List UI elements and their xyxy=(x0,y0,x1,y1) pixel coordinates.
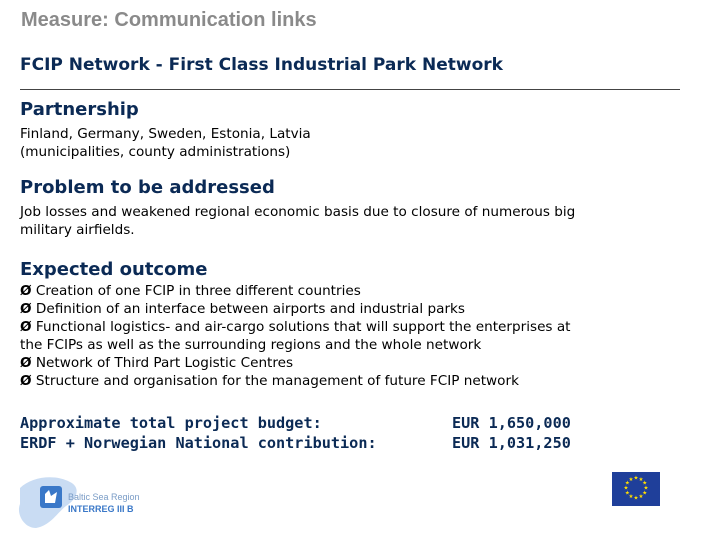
outcome-bullet-continuation: the FCIPs as well as the surrounding regions and the whole network xyxy=(20,337,482,353)
svg-text:★: ★ xyxy=(633,495,639,502)
partnership-heading: Partnership xyxy=(20,99,139,120)
svg-text:★: ★ xyxy=(628,494,634,501)
svg-text:★: ★ xyxy=(624,480,630,487)
outcome-bullet-text: Network of Third Part Logistic Centres xyxy=(35,355,294,371)
outcome-bullet-text: Creation of one FCIP in three different countries xyxy=(35,283,361,299)
outcome-bullet xyxy=(20,372,690,390)
budget-value: EUR 1,031,250 xyxy=(452,434,571,452)
svg-text:★: ★ xyxy=(642,490,648,497)
logo-programme-name: Baltic Sea Region xyxy=(68,492,140,502)
svg-text:★: ★ xyxy=(624,490,630,497)
outcome-bullet xyxy=(20,354,690,372)
bullet-arrow-icon: Ø xyxy=(20,373,32,389)
svg-text:★: ★ xyxy=(638,494,644,501)
svg-text:★: ★ xyxy=(623,485,629,492)
bullet-arrow-icon: Ø xyxy=(20,283,32,299)
svg-text:★: ★ xyxy=(628,476,634,483)
svg-text:★: ★ xyxy=(633,475,639,482)
outcome-heading: Expected outcome xyxy=(20,259,208,280)
budget-label: Approximate total project budget: xyxy=(20,414,322,432)
svg-text:★: ★ xyxy=(643,485,649,492)
eu-stars xyxy=(612,472,660,506)
outcome-bullet-text: Functional logistics- and air-cargo solutions that will support the enterprises at xyxy=(35,319,571,335)
eu-flag-icon xyxy=(612,472,660,506)
bullet-arrow-icon: Ø xyxy=(20,319,32,335)
budget-table xyxy=(20,414,571,454)
outcome-bullet xyxy=(20,318,690,336)
problem-heading: Problem to be addressed xyxy=(20,177,275,198)
budget-row xyxy=(20,434,571,454)
partnership-line: Finland, Germany, Sweden, Estonia, Latvia xyxy=(20,126,311,142)
budget-row xyxy=(20,414,571,434)
outcome-list xyxy=(20,282,690,390)
budget-value: EUR 1,650,000 xyxy=(452,414,571,432)
problem-text xyxy=(20,203,690,239)
interreg-logo xyxy=(12,470,192,534)
outcome-bullet-text: Structure and organisation for the management of future FCIP network xyxy=(35,373,519,389)
bullet-arrow-icon: Ø xyxy=(20,301,32,317)
outcome-bullet xyxy=(20,300,690,318)
budget-label: ERDF + Norwegian National contribution: xyxy=(20,434,377,452)
problem-line: military airfields. xyxy=(20,222,135,238)
measure-heading: Measure: Communication links xyxy=(21,9,317,31)
outcome-bullet xyxy=(20,282,690,300)
interreg-logo-graphic xyxy=(12,470,192,534)
logo-programme-subtitle: INTERREG III B xyxy=(68,504,134,514)
outcome-bullet-text: Definition of an interface between airports and industrial parks xyxy=(35,301,465,317)
partnership-line: (municipalities, county administrations) xyxy=(20,144,291,160)
problem-line: Job losses and weakened regional economic basis due to closure of numerous big xyxy=(20,204,576,220)
svg-text:★: ★ xyxy=(638,476,644,483)
svg-text:★: ★ xyxy=(642,480,648,487)
page-title: FCIP Network - First Class Industrial Park Network xyxy=(20,55,503,75)
partnership-text xyxy=(20,125,690,161)
bullet-arrow-icon: Ø xyxy=(20,355,32,371)
title-divider xyxy=(20,89,680,90)
